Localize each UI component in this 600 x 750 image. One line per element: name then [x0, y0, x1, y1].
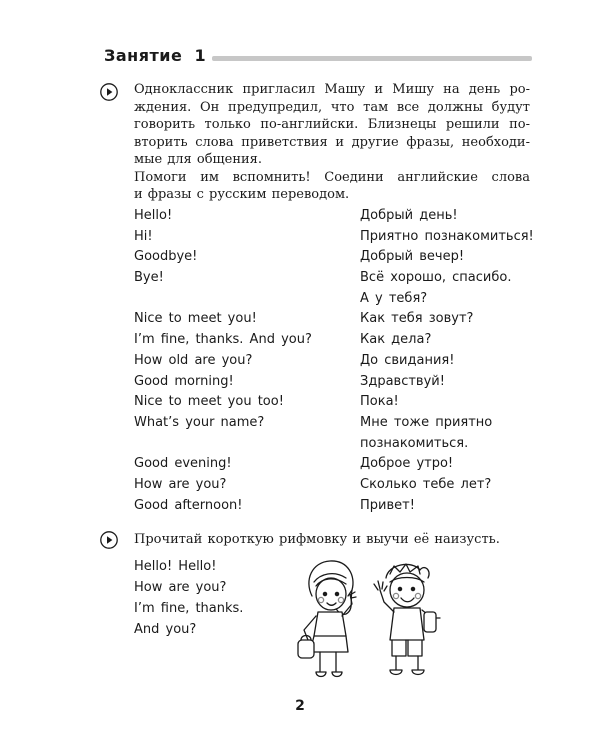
english-phrase: Hello! [134, 208, 173, 223]
play-icon [100, 531, 118, 549]
russian-phrase: Добрый день! [360, 208, 458, 223]
russian-phrase: Сколько тебе лет? [360, 476, 492, 492]
russian-phrase: Как дела? [360, 332, 432, 348]
rhyme-line: How are you? [134, 580, 227, 595]
task1-line: ждения. Он предупредил, что там все должны будут [134, 99, 530, 115]
page-number: 2 [295, 698, 305, 714]
header-rule [212, 56, 532, 61]
english-phrases-column [134, 206, 354, 516]
task1-line: вторить слова приветствия и другие фразы, необходи- [134, 134, 530, 150]
english-phrase: Good afternoon! [134, 497, 243, 513]
english-phrase: Bye! [134, 270, 164, 286]
girl-figure [298, 561, 356, 677]
english-phrase [134, 434, 354, 455]
russian-phrase: До свидания! [360, 352, 455, 368]
play-icon [100, 83, 118, 101]
russian-phrase: познакомиться. [360, 435, 469, 451]
english-phrase: How are you? [134, 476, 227, 492]
russian-phrase: Всё хорошо, спасибо. [360, 270, 512, 286]
english-phrase: Hi! [134, 228, 153, 244]
russian-phrases-column [360, 206, 540, 516]
task1-line: говорить только по-английски. Близнецы решили по- [134, 117, 530, 132]
russian-phrase: Приятно познакомиться! [360, 228, 534, 244]
english-phrase: How old are you? [134, 352, 253, 368]
english-phrase: Nice to meet you too! [134, 394, 284, 410]
russian-phrase: А у тебя? [360, 290, 428, 306]
task1-line: Помоги им вспомнить! Соедини английские слова [134, 169, 530, 185]
english-phrase: Good morning! [134, 373, 234, 389]
task2-instruction-text: Прочитай короткую рифмовку и выучи её наизусть. [134, 532, 500, 547]
russian-phrase: Здравствуй! [360, 373, 445, 389]
task1-line: Одноклассник пригласил Машу и Мишу на день ро- [134, 82, 530, 97]
russian-phrase: Привет! [360, 497, 415, 513]
russian-phrase: Доброе утро! [360, 456, 454, 472]
english-phrase: Nice to meet you! [134, 311, 257, 327]
english-phrase: What’s your name? [134, 414, 265, 430]
lesson-title: Занятие 1 [104, 46, 207, 65]
russian-phrase: Пока! [360, 394, 399, 410]
russian-phrase: Мне тоже приятно [360, 414, 493, 430]
english-phrase: I’m fine, thanks. And you? [134, 332, 312, 348]
rhyme [134, 556, 294, 640]
task1-line: и фразы с русским переводом. [134, 187, 350, 202]
english-phrase [134, 289, 354, 310]
rhyme-line: I’m fine, thanks. [134, 601, 244, 616]
kids-illustration [290, 556, 450, 682]
english-phrase: Good evening! [134, 456, 232, 472]
lesson-header [104, 46, 532, 72]
task2-instruction [134, 531, 534, 549]
russian-phrase: Как тебя зовут? [360, 311, 474, 327]
task1-line: мые для общения. [134, 152, 262, 167]
english-phrase: Goodbye! [134, 249, 198, 265]
rhyme-line: And you? [134, 622, 197, 637]
russian-phrase: Добрый вечер! [360, 249, 465, 265]
boy-figure [374, 564, 440, 675]
rhyme-line: Hello! Hello! [134, 559, 217, 574]
task1-text [134, 81, 530, 204]
